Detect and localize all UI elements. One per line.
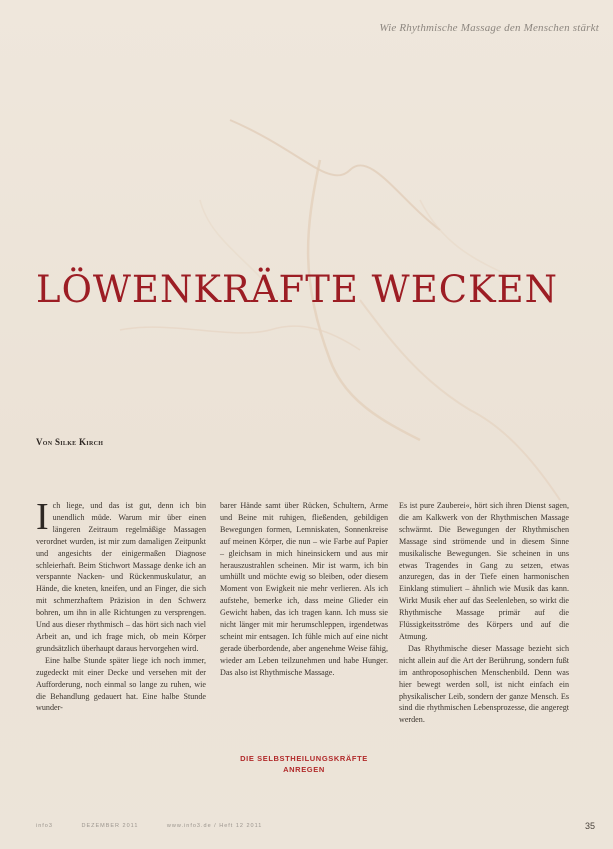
paragraph: barer Hände samt über Rücken, Schultern, Arme und Beine mit ruhigen, fließenden, gebildigen Bewegungen formen, Lemniskaten, Sonnenkreise auf meinen Körper, die nun – wie Farbe auf Papier – gleichsam in mich hineinsickern und aus mir herauszustrahlen scheinen. Mir ist warm, ich bin umhüllt und möchte ewig so bleiben, oder diesem Moment von Ewigkeit nie mehr verlieren. Als ich aufstehe, bemerke ich, dass meine Glieder ein Gewicht haben, das ich tragen kann. Ich muss sie nicht länger mit mir herumschleppen, irgendetwas scheint mir entsagen. Ich fühle mich auf eine nicht gerade überbordende, aber angenehme Weise fähig, wieder am Leben teilzunehmen und habe Hunger. Das also ist Rhythmische Massage.	[220, 501, 388, 677]
paragraph	[36, 496, 206, 655]
text-column-3	[399, 500, 569, 726]
footer-issue-date: DEZEMBER 2011	[81, 823, 139, 829]
footer-magazine: info3	[36, 823, 53, 829]
fiber-strand	[360, 300, 560, 500]
paragraph-text: ch liege, und das ist gut, denn ich bin unendlich müde. Warum mir über einen längeren Zeitraum regelmäßige Massagen verordnet wurden, ist mir zum damaligen Zeitpunkt und angesichts der einigermaßen Diagnose schleierhaft. Beim Stichwort Massage denke ich an verspannte Nacken- und Rückenmuskulatur, an Hände, die kneten, kneifen, und an Finger, die sich mit schmerzhaftem Präzision in den Schwerz bohren, um ihn in alle Richtungen zu versprengen. Und aus dieser rhythmisch – das hört sich nach viel Arbeit an, und ich frage mich, ob mein Körper grundsätzlich überhaupt daraus hervorgehen wird.	[36, 501, 206, 653]
page-footer	[36, 823, 288, 829]
running-head: Wie Rhythmische Massage den Menschen stärkt	[379, 22, 599, 34]
paragraph: Eine halbe Stunde später liege ich noch immer, zugedeckt mit einer Decke und versehen mit der Aufforderung, noch einmal so lange zu ruhen, wie die Behandlung gedauert hat. Eine halbe Stunde wunder-	[36, 655, 206, 713]
page-number: 35	[584, 821, 595, 831]
paragraph: Es ist pure Zauberei«, hört sich ihren Dienst sagen, die am Kalkwerk von der Rhythmischen Massage schwärmt. Die Bewegungen der Rhythmischen Massage sind strömende und in diesem Sinne musikalische Bewegungen. Sie scheinen in uns etwas Tragendes in Gang zu setzen, etwas anzuregen, das in der Tiefe einen harmonischen Einklang stimuliert – ähnlich wie Musik das kann. Wirkt Musik eher auf das Seelenleben, so wirkt die Rhythmische Massage primär auf die Flüssigkeitsströme des Körpers und auf die Atmung.	[399, 501, 569, 641]
paragraph: Das Rhythmische dieser Massage bezieht sich nicht allein auf die Art der Berührung, sondern fußt im anthroposophischen Menschenbild. Denn was hier bewegt werden soll, ist nicht einfach ein physikalischer Leib, sondern der ganze Mensch. Es sind die rhythmischen Lebensprozesse, die angeregt werden.	[399, 643, 569, 725]
text-column-1	[36, 496, 206, 714]
fiber-strand	[230, 120, 440, 230]
text-column-2	[220, 500, 388, 679]
footer-website: www.info3.de / Heft 12 2011	[166, 823, 263, 829]
drop-cap: I	[36, 496, 49, 538]
section-subhead: DIE SELBSTHEILUNGSKRÄFTE ANREGEN	[240, 754, 368, 774]
article-title: LÖWENKRÄFTE WECKEN	[36, 268, 559, 311]
byline: Von Silke Kirch	[36, 437, 104, 447]
